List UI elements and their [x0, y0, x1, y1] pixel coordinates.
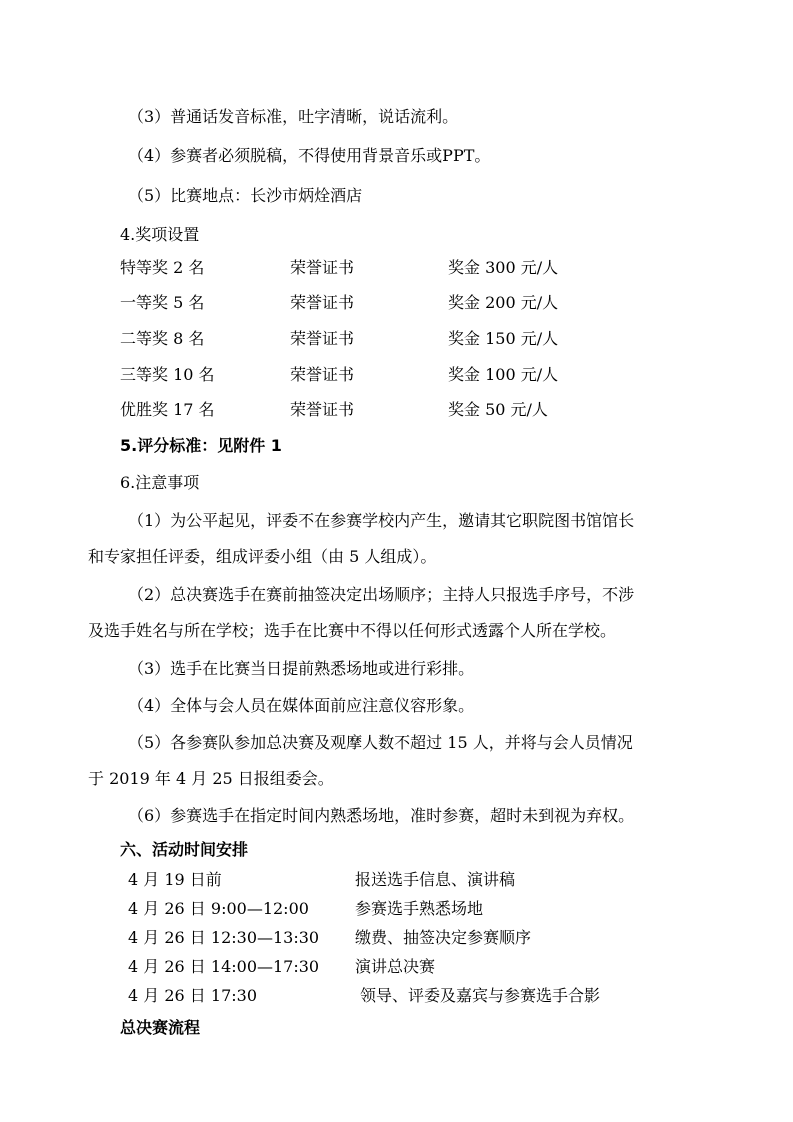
schedule-time: 4 月 26 日 9:00—12:00 — [128, 899, 309, 918]
note-1-line-1: （1）为公平起见，评委不在参赛学校内产生，邀请其它职院图书馆馆长 — [128, 511, 635, 530]
schedule-time: 4 月 26 日 17:30 — [128, 986, 257, 1005]
note-5-line-1: （5）各参赛队参加总决赛及观摩人数不超过 15 人，并将与会人员情况 — [128, 733, 633, 752]
award-name: 一等奖 5 名 — [120, 293, 205, 312]
award-name: 特等奖 2 名 — [120, 258, 205, 277]
awards-heading: 4.奖项设置 — [120, 225, 200, 244]
final-flow-heading: 总决赛流程 — [120, 1018, 201, 1037]
schedule-time: 4 月 19 日前 — [128, 870, 222, 889]
award-money: 奖金 50 元/人 — [448, 400, 548, 419]
award-cert: 荣誉证书 — [290, 400, 355, 419]
award-money: 奖金 100 元/人 — [448, 365, 559, 384]
schedule-time: 4 月 26 日 14:00—17:30 — [128, 957, 320, 976]
award-cert: 荣誉证书 — [290, 329, 355, 348]
notes-heading: 6.注意事项 — [120, 473, 200, 492]
award-cert: 荣誉证书 — [290, 258, 355, 277]
item-3: （3）普通话发音标准，吐字清晰，说话流利。 — [128, 107, 459, 126]
award-name: 优胜奖 17 名 — [120, 400, 215, 419]
item-4: （4）参赛者必须脱稿，不得使用背景音乐或PPT。 — [128, 146, 491, 165]
award-money: 奖金 150 元/人 — [448, 329, 559, 348]
note-2-line-1: （2）总决赛选手在赛前抽签决定出场顺序；主持人只报选手序号，不涉 — [128, 585, 635, 604]
award-cert: 荣誉证书 — [290, 365, 355, 384]
item-5: （5）比赛地点：长沙市炳烇酒店 — [128, 186, 363, 205]
schedule-task: 参赛选手熟悉场地 — [355, 899, 484, 918]
note-2-line-2: 及选手姓名与所在学校；选手在比赛中不得以任何形式透露个人所在学校。 — [88, 621, 617, 640]
note-4: （4）全体与会人员在媒体面前应注意仪容形象。 — [128, 696, 475, 715]
schedule-task: 缴费、抽签决定参赛顺序 — [355, 928, 532, 947]
note-5-line-2: 于 2019 年 4 月 25 日报组委会。 — [88, 769, 334, 788]
award-cert: 荣誉证书 — [290, 293, 355, 312]
scoring-heading: 5.评分标准：见附件 1 — [120, 436, 282, 455]
note-6: （6）参赛选手在指定时间内熟悉场地，准时参赛，超时未到视为弃权。 — [128, 806, 635, 825]
schedule-task: 报送选手信息、演讲稿 — [355, 870, 516, 889]
schedule-heading: 六、活动时间安排 — [120, 840, 249, 859]
award-name: 二等奖 8 名 — [120, 329, 205, 348]
schedule-task: 演讲总决赛 — [355, 957, 436, 976]
award-money: 奖金 300 元/人 — [448, 258, 559, 277]
schedule-time: 4 月 26 日 12:30—13:30 — [128, 928, 320, 947]
award-money: 奖金 200 元/人 — [448, 293, 559, 312]
schedule-task: 领导、评委及嘉宾与参赛选手合影 — [360, 986, 601, 1005]
note-3: （3）选手在比赛当日提前熟悉场地或进行彩排。 — [128, 659, 475, 678]
note-1-line-2: 和专家担任评委，组成评委小组（由 5 人组成）。 — [88, 547, 437, 566]
award-name: 三等奖 10 名 — [120, 365, 215, 384]
